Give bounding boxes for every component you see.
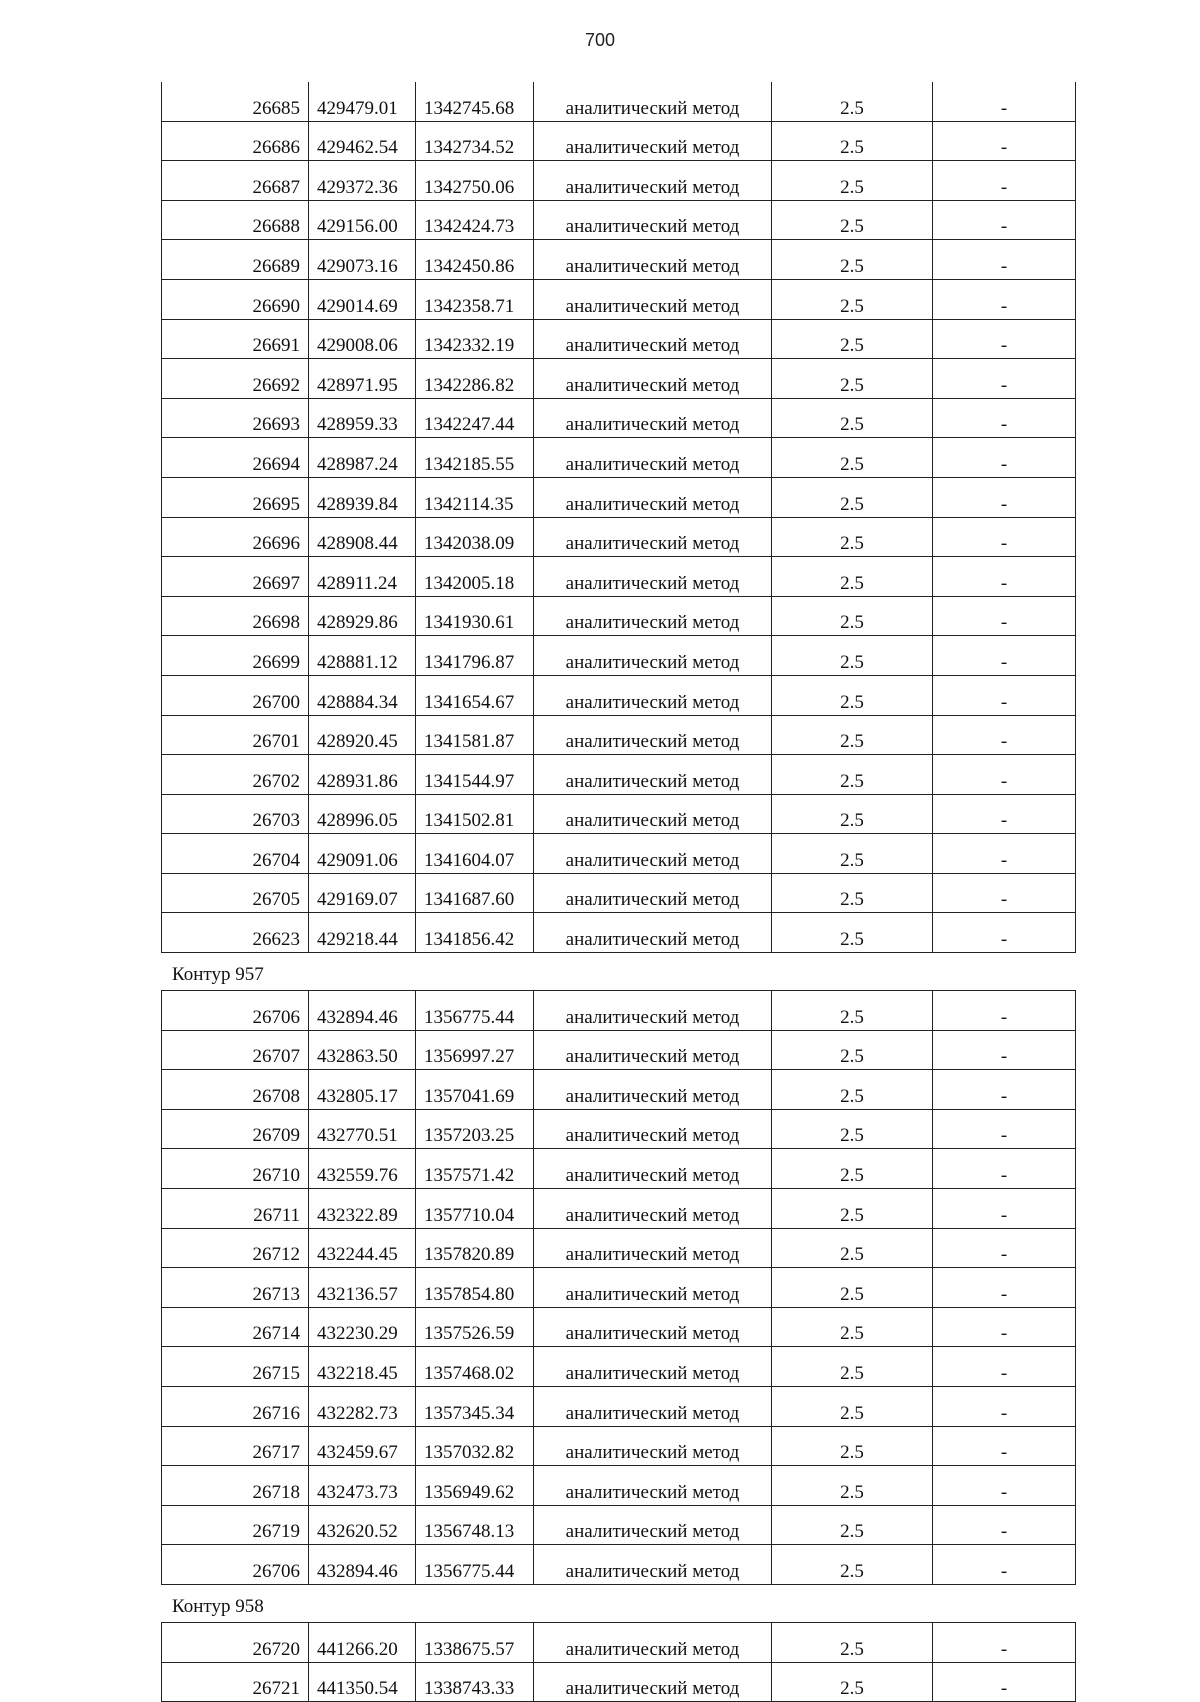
table-row [162,557,1076,597]
y-coordinate: 1356748.13 [416,1505,534,1545]
y-coordinate: 1341796.87 [416,636,534,676]
y-coordinate: 1342038.09 [416,517,534,557]
y-coordinate: 1342332.19 [416,319,534,359]
x-coordinate: 429462.54 [309,121,416,161]
point-number: 26699 [162,636,309,676]
table-row [162,596,1076,636]
point-number: 26710 [162,1149,309,1189]
x-coordinate: 432322.89 [309,1189,416,1229]
document-body [161,82,1075,1702]
method: аналитический метод [534,1228,772,1268]
y-coordinate: 1341687.60 [416,873,534,913]
x-coordinate: 429014.69 [309,279,416,319]
accuracy: 2.5 [772,477,933,517]
accuracy: 2.5 [772,557,933,597]
method: аналитический метод [534,1545,772,1585]
table-row [162,913,1076,953]
table-row [162,636,1076,676]
accuracy: 2.5 [772,636,933,676]
point-number: 26696 [162,517,309,557]
note: - [933,1426,1076,1466]
note: - [933,1228,1076,1268]
accuracy: 2.5 [772,755,933,795]
y-coordinate: 1341856.42 [416,913,534,953]
note: - [933,834,1076,874]
y-coordinate: 1357854.80 [416,1268,534,1308]
method: аналитический метод [534,477,772,517]
method: аналитический метод [534,359,772,399]
note: - [933,1347,1076,1387]
point-number: 26691 [162,319,309,359]
point-number: 26720 [162,1622,309,1662]
method: аналитический метод [534,121,772,161]
point-number: 26713 [162,1268,309,1308]
note: - [933,477,1076,517]
point-number: 26703 [162,794,309,834]
method: аналитический метод [534,1622,772,1662]
table-row [162,834,1076,874]
note: - [933,794,1076,834]
table-row [162,121,1076,161]
x-coordinate: 428931.86 [309,755,416,795]
method: аналитический метод [534,1662,772,1702]
note: - [933,715,1076,755]
point-number: 26688 [162,200,309,240]
point-number: 26709 [162,1109,309,1149]
x-coordinate: 432473.73 [309,1466,416,1506]
x-coordinate: 429372.36 [309,161,416,201]
accuracy: 2.5 [772,913,933,953]
table-row [162,82,1076,121]
x-coordinate: 429156.00 [309,200,416,240]
point-number: 26719 [162,1505,309,1545]
table-row [162,1307,1076,1347]
table-row [162,1070,1076,1110]
contour-title: Контур 957 [172,964,264,986]
method: аналитический метод [534,636,772,676]
method: аналитический метод [534,715,772,755]
x-coordinate: 428996.05 [309,794,416,834]
method: аналитический метод [534,279,772,319]
point-number: 26705 [162,873,309,913]
point-number: 26692 [162,359,309,399]
table-row [162,1268,1076,1308]
method: аналитический метод [534,1347,772,1387]
accuracy: 2.5 [772,121,933,161]
coordinates-table [161,82,1076,953]
note: - [933,359,1076,399]
note: - [933,121,1076,161]
method: аналитический метод [534,675,772,715]
x-coordinate: 428939.84 [309,477,416,517]
y-coordinate: 1342450.86 [416,240,534,280]
y-coordinate: 1341604.07 [416,834,534,874]
table-row [162,161,1076,201]
method: аналитический метод [534,794,772,834]
table-row [162,1109,1076,1149]
method: аналитический метод [534,1466,772,1506]
x-coordinate: 432244.45 [309,1228,416,1268]
point-number: 26701 [162,715,309,755]
method: аналитический метод [534,1070,772,1110]
x-coordinate: 429218.44 [309,913,416,953]
accuracy: 2.5 [772,596,933,636]
accuracy: 2.5 [772,1505,933,1545]
note: - [933,1030,1076,1070]
table-row [162,1387,1076,1427]
note: - [933,1662,1076,1702]
method: аналитический метод [534,1109,772,1149]
x-coordinate: 432620.52 [309,1505,416,1545]
y-coordinate: 1342286.82 [416,359,534,399]
x-coordinate: 428959.33 [309,398,416,438]
accuracy: 2.5 [772,1426,933,1466]
point-number: 26707 [162,1030,309,1070]
x-coordinate: 428908.44 [309,517,416,557]
point-number: 26717 [162,1426,309,1466]
note: - [933,873,1076,913]
table-row [162,1228,1076,1268]
method: аналитический метод [534,991,772,1031]
accuracy: 2.5 [772,991,933,1031]
point-number: 26714 [162,1307,309,1347]
x-coordinate: 428881.12 [309,636,416,676]
y-coordinate: 1342745.68 [416,82,534,121]
y-coordinate: 1341654.67 [416,675,534,715]
x-coordinate: 432894.46 [309,1545,416,1585]
y-coordinate: 1342358.71 [416,279,534,319]
method: аналитический метод [534,596,772,636]
accuracy: 2.5 [772,517,933,557]
point-number: 26623 [162,913,309,953]
point-number: 26716 [162,1387,309,1427]
method: аналитический метод [534,200,772,240]
note: - [933,1622,1076,1662]
method: аналитический метод [534,240,772,280]
x-coordinate: 428987.24 [309,438,416,478]
accuracy: 2.5 [772,1189,933,1229]
note: - [933,1070,1076,1110]
y-coordinate: 1357820.89 [416,1228,534,1268]
method: аналитический метод [534,438,772,478]
y-coordinate: 1342734.52 [416,121,534,161]
method: аналитический метод [534,834,772,874]
method: аналитический метод [534,1505,772,1545]
method: аналитический метод [534,1307,772,1347]
accuracy: 2.5 [772,1070,933,1110]
note: - [933,1387,1076,1427]
point-number: 26689 [162,240,309,280]
accuracy: 2.5 [772,1387,933,1427]
note: - [933,1268,1076,1308]
table-row [162,200,1076,240]
y-coordinate: 1342114.35 [416,477,534,517]
table-row [162,1149,1076,1189]
method: аналитический метод [534,517,772,557]
table-row [162,1189,1076,1229]
table-row [162,1347,1076,1387]
y-coordinate: 1357571.42 [416,1149,534,1189]
x-coordinate: 428929.86 [309,596,416,636]
note: - [933,596,1076,636]
accuracy: 2.5 [772,279,933,319]
accuracy: 2.5 [772,1307,933,1347]
y-coordinate: 1357041.69 [416,1070,534,1110]
x-coordinate: 432863.50 [309,1030,416,1070]
point-number: 26711 [162,1189,309,1229]
note: - [933,755,1076,795]
method: аналитический метод [534,398,772,438]
method: аналитический метод [534,82,772,121]
table-row [162,319,1076,359]
y-coordinate: 1357203.25 [416,1109,534,1149]
point-number: 26685 [162,82,309,121]
accuracy: 2.5 [772,200,933,240]
accuracy: 2.5 [772,1545,933,1585]
x-coordinate: 429091.06 [309,834,416,874]
note: - [933,1307,1076,1347]
note: - [933,398,1076,438]
x-coordinate: 428884.34 [309,675,416,715]
x-coordinate: 429073.16 [309,240,416,280]
x-coordinate: 432218.45 [309,1347,416,1387]
table-row [162,279,1076,319]
table-row [162,1545,1076,1585]
x-coordinate: 432894.46 [309,991,416,1031]
table-row [162,715,1076,755]
y-coordinate: 1357032.82 [416,1426,534,1466]
method: аналитический метод [534,1189,772,1229]
y-coordinate: 1357526.59 [416,1307,534,1347]
point-number: 26708 [162,1070,309,1110]
note: - [933,200,1076,240]
y-coordinate: 1357710.04 [416,1189,534,1229]
point-number: 26693 [162,398,309,438]
x-coordinate: 428911.24 [309,557,416,597]
table-row [162,517,1076,557]
x-coordinate: 432136.57 [309,1268,416,1308]
note: - [933,319,1076,359]
x-coordinate: 441350.54 [309,1662,416,1702]
point-number: 26687 [162,161,309,201]
method: аналитический метод [534,557,772,597]
y-coordinate: 1338743.33 [416,1662,534,1702]
method: аналитический метод [534,1426,772,1466]
point-number: 26706 [162,1545,309,1585]
table-row [162,1466,1076,1506]
table-row [162,477,1076,517]
accuracy: 2.5 [772,438,933,478]
x-coordinate: 432805.17 [309,1070,416,1110]
y-coordinate: 1356775.44 [416,991,534,1031]
x-coordinate: 428920.45 [309,715,416,755]
note: - [933,279,1076,319]
point-number: 26702 [162,755,309,795]
note: - [933,161,1076,201]
point-number: 26715 [162,1347,309,1387]
page-number: 700 [584,30,616,50]
accuracy: 2.5 [772,834,933,874]
accuracy: 2.5 [772,794,933,834]
note: - [933,438,1076,478]
x-coordinate: 441266.20 [309,1622,416,1662]
point-number: 26718 [162,1466,309,1506]
method: аналитический метод [534,755,772,795]
note: - [933,991,1076,1031]
table-row [162,398,1076,438]
accuracy: 2.5 [772,873,933,913]
table-row [162,675,1076,715]
note: - [933,1545,1076,1585]
x-coordinate: 432770.51 [309,1109,416,1149]
x-coordinate: 432282.73 [309,1387,416,1427]
note: - [933,240,1076,280]
contour-title: Контур 958 [172,1595,264,1617]
coordinates-table [161,1622,1076,1702]
accuracy: 2.5 [772,1662,933,1702]
y-coordinate: 1356997.27 [416,1030,534,1070]
table-row [162,1622,1076,1662]
accuracy: 2.5 [772,1622,933,1662]
y-coordinate: 1342005.18 [416,557,534,597]
method: аналитический метод [534,319,772,359]
point-number: 26706 [162,991,309,1031]
table-row [162,240,1076,280]
method: аналитический метод [534,913,772,953]
accuracy: 2.5 [772,1466,933,1506]
x-coordinate: 429479.01 [309,82,416,121]
note: - [933,82,1076,121]
accuracy: 2.5 [772,398,933,438]
note: - [933,517,1076,557]
table-row [162,1030,1076,1070]
accuracy: 2.5 [772,240,933,280]
method: аналитический метод [534,1268,772,1308]
y-coordinate: 1341544.97 [416,755,534,795]
x-coordinate: 428971.95 [309,359,416,399]
method: аналитический метод [534,873,772,913]
y-coordinate: 1341502.81 [416,794,534,834]
point-number: 26690 [162,279,309,319]
x-coordinate: 432559.76 [309,1149,416,1189]
table-row [162,1505,1076,1545]
point-number: 26695 [162,477,309,517]
y-coordinate: 1342185.55 [416,438,534,478]
note: - [933,1466,1076,1506]
accuracy: 2.5 [772,1149,933,1189]
table-row [162,438,1076,478]
y-coordinate: 1356949.62 [416,1466,534,1506]
accuracy: 2.5 [772,82,933,121]
accuracy: 2.5 [772,359,933,399]
accuracy: 2.5 [772,319,933,359]
note: - [933,913,1076,953]
x-coordinate: 432230.29 [309,1307,416,1347]
note: - [933,1149,1076,1189]
table-row [162,755,1076,795]
table-row [162,1662,1076,1702]
point-number: 26694 [162,438,309,478]
y-coordinate: 1357468.02 [416,1347,534,1387]
x-coordinate: 429169.07 [309,873,416,913]
table-row [162,794,1076,834]
table-row [162,1426,1076,1466]
note: - [933,1505,1076,1545]
table-row [162,991,1076,1031]
method: аналитический метод [534,1387,772,1427]
note: - [933,1189,1076,1229]
y-coordinate: 1357345.34 [416,1387,534,1427]
accuracy: 2.5 [772,1347,933,1387]
y-coordinate: 1338675.57 [416,1622,534,1662]
y-coordinate: 1341581.87 [416,715,534,755]
accuracy: 2.5 [772,675,933,715]
method: аналитический метод [534,1149,772,1189]
accuracy: 2.5 [772,1030,933,1070]
note: - [933,675,1076,715]
coordinates-table [161,990,1076,1585]
note: - [933,636,1076,676]
accuracy: 2.5 [772,1268,933,1308]
accuracy: 2.5 [772,161,933,201]
point-number: 26704 [162,834,309,874]
point-number: 26686 [162,121,309,161]
method: аналитический метод [534,161,772,201]
method: аналитический метод [534,1030,772,1070]
y-coordinate: 1356775.44 [416,1545,534,1585]
accuracy: 2.5 [772,1228,933,1268]
note: - [933,1109,1076,1149]
point-number: 26697 [162,557,309,597]
point-number: 26721 [162,1662,309,1702]
y-coordinate: 1342750.06 [416,161,534,201]
point-number: 26700 [162,675,309,715]
table-row [162,873,1076,913]
point-number: 26712 [162,1228,309,1268]
table-row [162,359,1076,399]
note: - [933,557,1076,597]
point-number: 26698 [162,596,309,636]
y-coordinate: 1341930.61 [416,596,534,636]
y-coordinate: 1342247.44 [416,398,534,438]
x-coordinate: 432459.67 [309,1426,416,1466]
x-coordinate: 429008.06 [309,319,416,359]
y-coordinate: 1342424.73 [416,200,534,240]
accuracy: 2.5 [772,1109,933,1149]
accuracy: 2.5 [772,715,933,755]
